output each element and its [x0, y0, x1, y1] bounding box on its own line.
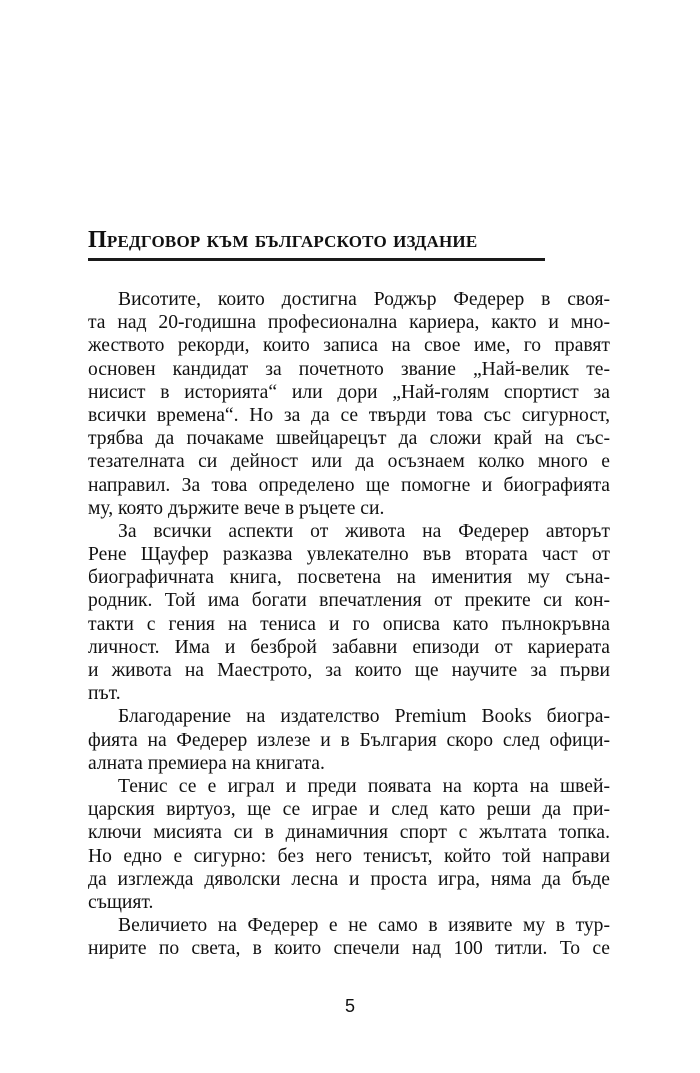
text-line: трябва да почакаме швейцарецът да сложи край на със-	[88, 428, 610, 450]
text-line: и живота на Маестрото, за които ще научите за първи	[88, 660, 610, 681]
text-line: да изглежда дяволски лесна и проста игра, няма да бъде	[88, 868, 610, 890]
page-number: 5	[344, 996, 355, 1016]
text-line: нирите по света, в които спечели над 100 титли. То се	[88, 938, 610, 960]
text-line: родник. Той има богати впечатления от преките си кон-	[88, 590, 610, 612]
text-line: път.	[88, 683, 121, 705]
paragraph	[88, 520, 610, 706]
text-line: ключи мисията си в динамичния спорт с жълтата топка.	[88, 822, 610, 844]
paragraph	[88, 288, 610, 520]
text-line: Благодарение на издателство Premium Books биогра-	[118, 706, 610, 728]
text-line: нисист в историята“ или дори „Най-голям спортист за	[88, 381, 610, 403]
chapter-heading: Предговор към българското издание	[88, 227, 478, 253]
text-line: алната премиера на книгата.	[88, 752, 325, 774]
paragraph	[88, 914, 610, 960]
text-line: Тенис се е играл и преди появата на корта на швей-	[118, 775, 610, 797]
text-line: За всички аспекти от живота на Федерер авторът	[118, 520, 610, 542]
text-line: направил. За това определено ще помогне и биографията	[88, 474, 610, 496]
text-line: всички времена“. Но за да се твърди това със сигурност,	[88, 404, 610, 426]
text-line: основен кандидат за почетното звание „Най-велик те-	[88, 358, 610, 380]
text-line: личност. Има и безброй забавни епизоди от кариерата	[88, 636, 610, 658]
text-line: такти с гения на тениса и го описва като пълнокръвна	[88, 613, 610, 635]
paragraph	[88, 705, 610, 775]
text-line: Висотите, които достигна Роджър Федерер в своя-	[118, 289, 610, 310]
text-line: същият.	[88, 891, 154, 913]
text-line: фията на Федерер излезе и в България скоро след офици-	[88, 729, 610, 751]
body-text	[88, 288, 610, 960]
text-line: Но едно е сигурно: без него тенисът, който той направи	[88, 845, 610, 867]
text-line: царския виртуоз, ще се играе и след като реши да при-	[88, 799, 610, 821]
text-line: Величието на Федерер е не само в изявите му в тур-	[118, 915, 610, 937]
text-line: жеството рекорди, които записа на свое име, го правят	[88, 335, 610, 357]
heading-underline	[88, 258, 545, 261]
text-line: Рене Щауфер разказва увлекателно във втората част от	[88, 544, 610, 566]
text-line: му, която държите вече в ръцете си.	[88, 497, 385, 519]
paragraph	[88, 775, 610, 914]
text-line: тезателната си дейност или да осъзнаем колко много е	[88, 451, 610, 473]
text-line: та над 20-годишна професионална кариера, както и мно-	[88, 312, 610, 334]
text-line: биографичната книга, посветена на именития му съна-	[88, 567, 610, 589]
